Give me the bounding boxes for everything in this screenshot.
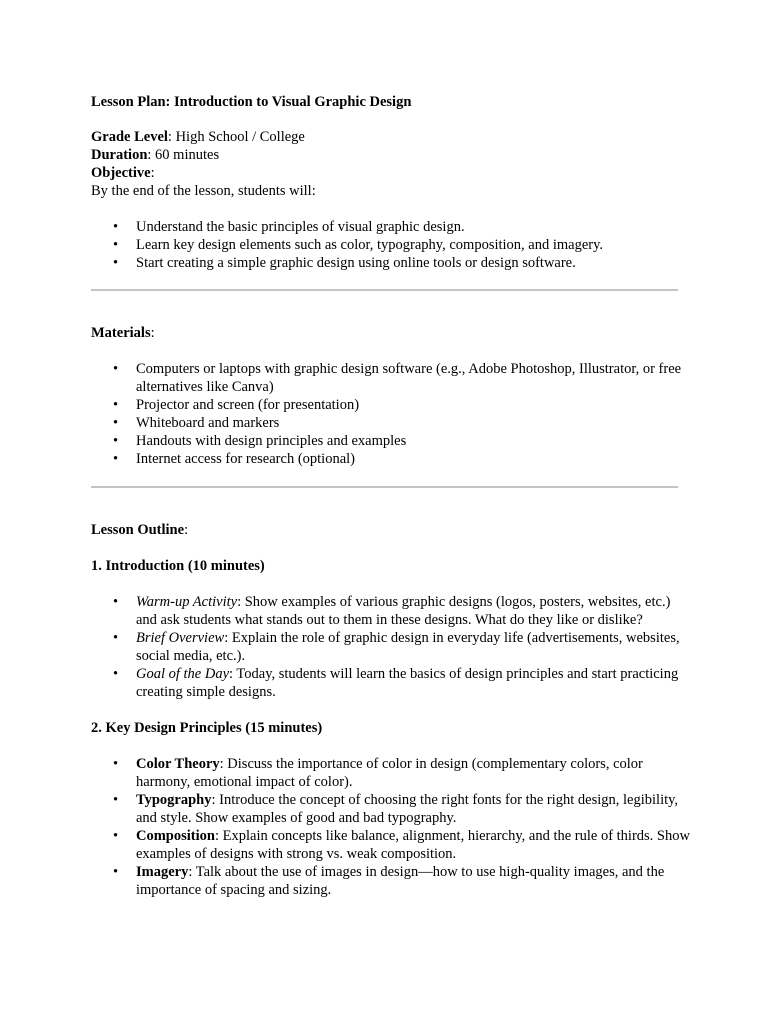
material-text: Computers or laptops with graphic design software (e.g., Adobe Photoshop, Illustrator, or free alternatives like Canva) — [136, 361, 682, 395]
outline-heading-text: Lesson Outline — [91, 522, 185, 538]
section-2-list — [91, 755, 691, 899]
section-divider — [91, 486, 678, 488]
section-1-heading: 1. Introduction (10 minutes) — [91, 558, 265, 574]
list-item — [91, 827, 691, 863]
list-item — [91, 665, 691, 701]
item-label: Imagery — [136, 864, 189, 880]
item-label: Warm-up Activity — [136, 594, 238, 610]
objectives-list — [91, 218, 691, 272]
bullet-icon: • — [113, 433, 119, 449]
grade-level-line — [91, 128, 691, 146]
material-text: Handouts with design principles and examples — [136, 433, 407, 449]
bullet-icon: • — [113, 828, 119, 844]
bullet-icon: • — [113, 255, 119, 271]
item-label: Typography — [136, 792, 212, 808]
objective-text: Learn key design elements such as color, typography, composition, and imagery. — [136, 237, 604, 253]
list-item — [91, 791, 691, 827]
duration-line — [91, 146, 691, 164]
list-item — [91, 360, 691, 396]
document-title: Lesson Plan: Introduction to Visual Graphic Design — [91, 94, 412, 110]
materials-heading — [91, 324, 691, 342]
objective-intro: By the end of the lesson, students will: — [91, 183, 316, 199]
material-text: Internet access for research (optional) — [136, 451, 355, 467]
item-text: : Today, students will learn the basics of design principles and start practicing creating simple designs. — [136, 666, 679, 700]
list-item — [91, 432, 691, 450]
objective-colon: : — [150, 165, 155, 181]
list-item — [91, 396, 691, 414]
item-text: : Talk about the use of images in design—how to use high-quality images, and the importance of spacing and sizing. — [136, 864, 665, 898]
duration-label: Duration — [91, 147, 148, 163]
section-1-list — [91, 593, 691, 701]
list-item — [91, 629, 691, 665]
materials-heading-colon: : — [150, 325, 155, 341]
bullet-icon: • — [113, 792, 119, 808]
item-label: Color Theory — [136, 756, 220, 772]
objective-line — [91, 164, 691, 182]
list-item — [91, 414, 691, 432]
objective-label: Objective — [91, 165, 151, 181]
objective-text: Start creating a simple graphic design using online tools or design software. — [136, 255, 576, 271]
grade-level-label: Grade Level — [91, 129, 168, 145]
bullet-icon: • — [113, 219, 119, 235]
document-page — [91, 93, 691, 899]
item-label: Goal of the Day — [136, 666, 230, 682]
list-item — [91, 863, 691, 899]
bullet-icon: • — [113, 666, 119, 682]
bullet-icon: • — [113, 361, 119, 377]
grade-level-value: : High School / College — [167, 129, 305, 145]
list-item — [91, 593, 691, 629]
list-item — [91, 236, 691, 254]
section-divider — [91, 289, 678, 291]
outline-heading-colon: : — [184, 522, 189, 538]
bullet-icon: • — [113, 397, 119, 413]
bullet-icon: • — [113, 756, 119, 772]
objective-text: Understand the basic principles of visual graphic design. — [136, 219, 465, 235]
materials-heading-text: Materials — [91, 325, 151, 341]
item-text: : Explain concepts like balance, alignment, hierarchy, and the rule of thirds. Show examples of designs with strong vs. weak composition. — [136, 828, 690, 862]
material-text: Projector and screen (for presentation) — [136, 397, 360, 413]
item-label: Composition — [136, 828, 215, 844]
item-text: : Introduce the concept of choosing the right fonts for the right design, legibility, and style. Show examples of good and bad typography. — [136, 792, 679, 826]
item-text: : Explain the role of graphic design in everyday life (advertisements, websites, social media, etc.). — [136, 630, 680, 664]
materials-list — [91, 360, 691, 468]
bullet-icon: • — [113, 451, 119, 467]
duration-value: : 60 minutes — [147, 147, 220, 163]
item-label: Brief Overview — [136, 630, 225, 646]
list-item — [91, 755, 691, 791]
list-item — [91, 450, 691, 468]
bullet-icon: • — [113, 864, 119, 880]
bullet-icon: • — [113, 415, 119, 431]
outline-heading — [91, 521, 691, 539]
material-text: Whiteboard and markers — [136, 415, 280, 431]
item-text: : Discuss the importance of color in design (complementary colors, color harmony, emotional impact of color). — [136, 756, 643, 790]
item-text: : Show examples of various graphic designs (logos, posters, websites, etc.) and ask students what stands out to them in these designs. What do they like or dislike? — [136, 594, 671, 628]
bullet-icon: • — [113, 630, 119, 646]
bullet-icon: • — [113, 237, 119, 253]
list-item — [91, 254, 691, 272]
section-2-heading: 2. Key Design Principles (15 minutes) — [91, 720, 323, 736]
list-item — [91, 218, 691, 236]
bullet-icon: • — [113, 594, 119, 610]
